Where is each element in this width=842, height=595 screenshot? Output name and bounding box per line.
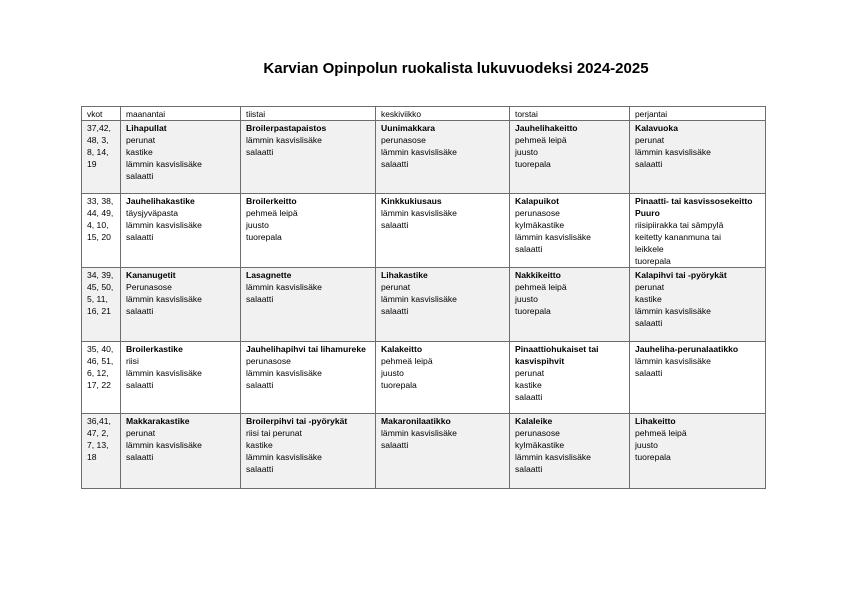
menu-cell-wednesday [376, 342, 510, 414]
week-numbers-line: 7, 13, [87, 440, 109, 450]
side-dish: tuorepala [635, 452, 671, 462]
side-dish: salaatti [246, 147, 274, 157]
week-numbers-line: 18 [87, 452, 97, 462]
menu-cell-tuesday [241, 414, 376, 489]
side-dish: lämmin kasvislisäke [126, 440, 202, 450]
main-dish: Makkarakastike [126, 416, 190, 426]
menu-row [82, 342, 766, 414]
side-dish: pehmeä leipä [381, 356, 433, 366]
menu-cell-wednesday [376, 194, 510, 268]
week-numbers-line: 46, 51, [87, 356, 114, 366]
main-dish: Lihakeitto [635, 416, 676, 426]
side-dish: lämmin kasvislisäke [381, 208, 457, 218]
side-dish: tuorepala [246, 232, 282, 242]
menu-cell-friday [630, 121, 766, 194]
week-numbers-cell [82, 121, 121, 194]
page-title: Karvian Opinpolun ruokalista lukuvuodeksi 2024-2025 [263, 60, 649, 77]
side-dish: lämmin kasvislisäke [246, 452, 322, 462]
side-dish: kastike [246, 440, 273, 450]
main-dish: Makaronilaatikko [381, 416, 451, 426]
menu-row [82, 121, 766, 194]
header-monday: maanantai [121, 107, 241, 121]
week-numbers-line: 34, 39, [87, 270, 114, 280]
week-numbers-line: 8, 14, [87, 147, 109, 157]
side-dish: keitetty kananmuna tai [635, 232, 721, 242]
week-numbers-line: 44, 49, [87, 208, 114, 218]
menu-row [82, 268, 766, 342]
main-dish: Uunimakkara [381, 123, 435, 133]
side-dish: lämmin kasvislisäke [246, 135, 322, 145]
side-dish: lämmin kasvislisäke [126, 220, 202, 230]
menu-row [82, 414, 766, 489]
week-numbers-line: 6, 12, [87, 368, 109, 378]
side-dish: juusto [381, 368, 404, 378]
main-dish: Pinaattiohukaiset tai [515, 344, 599, 354]
side-dish: perunat [126, 428, 156, 438]
week-numbers-line: 19 [87, 159, 97, 169]
header-wednesday: keskiviikko [376, 107, 510, 121]
side-dish: salaatti [381, 159, 409, 169]
side-dish: perunasose [515, 428, 560, 438]
side-dish: pehmeä leipä [246, 208, 298, 218]
menu-table [81, 106, 766, 489]
side-dish: salaatti [381, 220, 409, 230]
side-dish: tuorepala [635, 256, 671, 266]
week-numbers-line: 33, 38, [87, 196, 114, 206]
main-dish: Jauheliha-perunalaatikko [635, 344, 739, 354]
side-dish: lämmin kasvislisäke [246, 368, 322, 378]
side-dish: lämmin kasvislisäke [126, 368, 202, 378]
side-dish: pehmeä leipä [515, 135, 567, 145]
side-dish: salaatti [126, 452, 154, 462]
side-dish: juusto [515, 294, 538, 304]
side-dish: lämmin kasvislisäke [381, 147, 457, 157]
menu-cell-friday [630, 194, 766, 268]
week-numbers-line: 15, 20 [87, 232, 111, 242]
side-dish: perunat [126, 135, 156, 145]
side-dish: lämmin kasvislisäke [381, 294, 457, 304]
main-dish: Broilerkeitto [246, 196, 297, 206]
side-dish: pehmeä leipä [635, 428, 687, 438]
menu-cell-monday [121, 268, 241, 342]
side-dish: lämmin kasvislisäke [246, 282, 322, 292]
menu-cell-tuesday [241, 194, 376, 268]
week-numbers-line: 5, 11, [87, 294, 108, 304]
week-numbers-line: 35, 40, [87, 344, 114, 354]
side-dish: salaatti [515, 392, 543, 402]
side-dish: riisi tai perunat [246, 428, 302, 438]
week-numbers-cell [82, 268, 121, 342]
side-dish: salaatti [126, 306, 154, 316]
week-numbers-cell [82, 414, 121, 489]
side-dish: lämmin kasvislisäke [515, 232, 591, 242]
side-dish: perunasose [246, 356, 291, 366]
menu-cell-wednesday [376, 121, 510, 194]
main-dish: Nakkikeitto [515, 270, 561, 280]
side-dish: juusto [635, 440, 658, 450]
menu-row [82, 194, 766, 268]
header-weeks: vkot [82, 107, 121, 121]
main-dish: Kalavuoka [635, 123, 678, 133]
side-dish: perunasose [515, 208, 560, 218]
side-dish: lämmin kasvislisäke [635, 356, 711, 366]
side-dish: perunasose [381, 135, 426, 145]
menu-cell-monday [121, 121, 241, 194]
menu-cell-thursday [510, 121, 630, 194]
main-dish: Kalapuikot [515, 196, 559, 206]
side-dish: salaatti [515, 244, 543, 254]
menu-cell-thursday [510, 268, 630, 342]
side-dish: lämmin kasvislisäke [381, 428, 457, 438]
side-dish: tuorepala [515, 306, 551, 316]
menu-cell-wednesday [376, 414, 510, 489]
side-dish: kylmäkastike [515, 220, 565, 230]
side-dish: täysjyväpasta [126, 208, 179, 218]
side-dish: lämmin kasvislisäke [635, 147, 711, 157]
week-numbers-cell [82, 194, 121, 268]
menu-cell-monday [121, 414, 241, 489]
main-dish: Lihakastike [381, 270, 428, 280]
week-numbers-line: 48, 3, [87, 135, 109, 145]
main-dish: Kalakeitto [381, 344, 423, 354]
side-dish: salaatti [515, 464, 543, 474]
side-dish: lämmin kasvislisäke [635, 306, 711, 316]
side-dish: salaatti [635, 159, 663, 169]
side-dish: salaatti [246, 294, 274, 304]
header-row [82, 107, 766, 121]
menu-cell-friday [630, 414, 766, 489]
week-numbers-cell [82, 342, 121, 414]
side-dish: lämmin kasvislisäke [126, 159, 202, 169]
side-dish: Perunasose [126, 282, 172, 292]
side-dish: salaatti [381, 306, 409, 316]
main-dish: Kananugetit [126, 270, 176, 280]
side-dish: lämmin kasvislisäke [515, 452, 591, 462]
main-dish: Broilerkastike [126, 344, 183, 354]
week-numbers-line: 45, 50, [87, 282, 114, 292]
menu-cell-tuesday [241, 121, 376, 194]
side-dish: perunat [515, 368, 545, 378]
menu-cell-friday [630, 268, 766, 342]
side-dish: salaatti [246, 464, 274, 474]
week-numbers-line: 36,41, [87, 416, 111, 426]
side-dish: riisi [126, 356, 139, 366]
menu-cell-tuesday [241, 342, 376, 414]
main-dish: Kinkkukiusaus [381, 196, 442, 206]
side-dish: tuorepala [381, 380, 417, 390]
side-dish: salaatti [635, 318, 663, 328]
side-dish: riisipiirakka tai sämpylä [635, 220, 724, 230]
main-dish: Jauhelihakeitto [515, 123, 578, 133]
side-dish: perunat [635, 135, 665, 145]
main-dish: Broilerpihvi tai -pyörykät [246, 416, 348, 426]
week-numbers-line: 4, 10, [87, 220, 109, 230]
side-dish: perunat [635, 282, 665, 292]
menu-cell-monday [121, 342, 241, 414]
main-dish: Jauhelihakastike [126, 196, 195, 206]
side-dish: juusto [515, 147, 538, 157]
side-dish: salaatti [381, 440, 409, 450]
side-dish: kastike [515, 380, 542, 390]
main-dish: Broilerpastapaistos [246, 123, 327, 133]
week-numbers-line: 17, 22 [87, 380, 111, 390]
side-dish: tuorepala [515, 159, 551, 169]
side-dish: lämmin kasvislisäke [126, 294, 202, 304]
header-friday: perjantai [630, 107, 766, 121]
main-dish: kasvispihvit [515, 356, 565, 366]
side-dish: perunat [381, 282, 411, 292]
main-dish: Puuro [635, 208, 660, 218]
main-dish: Lihapullat [126, 123, 167, 133]
side-dish: salaatti [126, 232, 154, 242]
menu-cell-thursday [510, 194, 630, 268]
week-numbers-line: 16, 21 [87, 306, 111, 316]
side-dish: salaatti [126, 171, 154, 181]
side-dish: pehmeä leipä [515, 282, 567, 292]
side-dish: juusto [246, 220, 269, 230]
main-dish: Lasagnette [246, 270, 292, 280]
week-numbers-line: 47, 2, [87, 428, 109, 438]
side-dish: salaatti [635, 368, 663, 378]
main-dish: Kalaleike [515, 416, 553, 426]
main-dish: Kalapihvi tai -pyörykät [635, 270, 727, 280]
menu-cell-wednesday [376, 268, 510, 342]
header-tuesday: tiistai [241, 107, 376, 121]
side-dish: salaatti [126, 380, 154, 390]
side-dish: kastike [635, 294, 662, 304]
header-thursday: torstai [510, 107, 630, 121]
menu-cell-friday [630, 342, 766, 414]
menu-cell-monday [121, 194, 241, 268]
menu-cell-tuesday [241, 268, 376, 342]
side-dish: kylmäkastike [515, 440, 565, 450]
main-dish: Pinaatti- tai kasvissosekeitto [635, 196, 753, 206]
week-numbers-line: 37,42, [87, 123, 111, 133]
menu-body [82, 121, 766, 489]
menu-cell-thursday [510, 414, 630, 489]
main-dish: Jauhelihapihvi tai lihamureke [246, 344, 366, 354]
side-dish: leikkele [635, 244, 664, 254]
menu-cell-thursday [510, 342, 630, 414]
side-dish: salaatti [246, 380, 274, 390]
side-dish: kastike [126, 147, 153, 157]
